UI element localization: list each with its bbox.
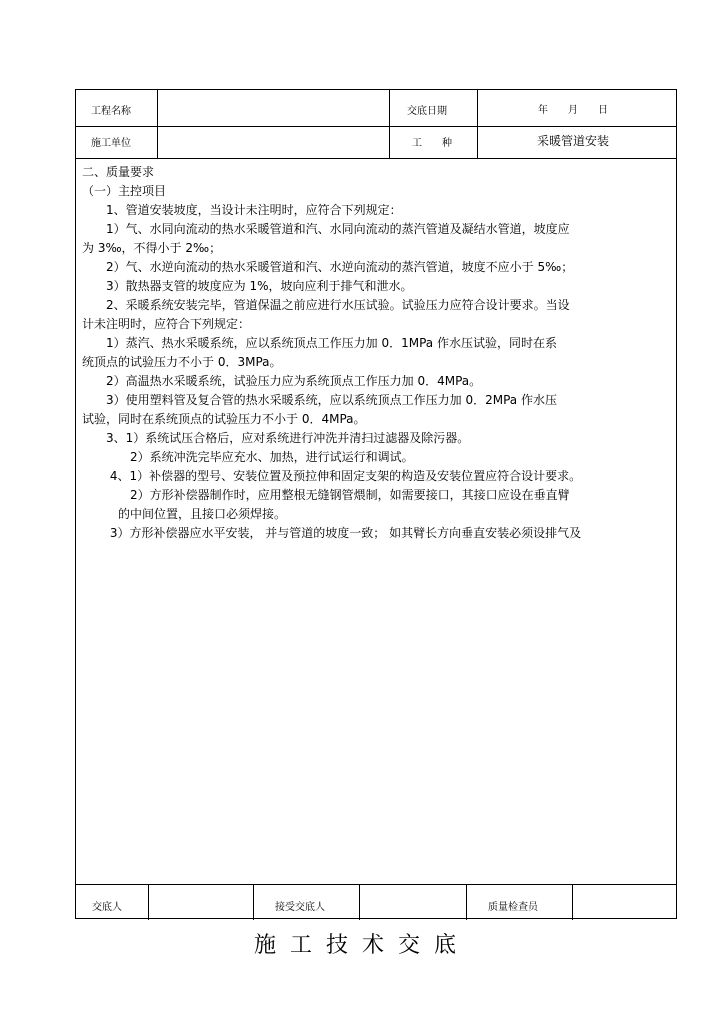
technical-briefing-form (75, 89, 677, 919)
content-line: 3）方形补偿器应水平安装， 并与管道的坡度一致； 如其臂长方向垂直安装必须设排气及 (82, 526, 582, 540)
column-divider (157, 90, 158, 158)
trade-label: 工 种 (412, 138, 452, 149)
content-line: 2、采暖系统安装完毕，管道保温之前应进行水压试验。试验压力应符合设计要求。当设 (82, 298, 570, 312)
project-name-label: 工程名称 (91, 106, 131, 117)
briefing-date-label: 交底日期 (407, 106, 447, 117)
receiver-label: 接受交底人 (275, 902, 325, 913)
column-divider (253, 884, 254, 920)
content-line: 试验，同时在系统顶点的试验压力不小于 0．4MPa。 (82, 412, 366, 426)
content-line: 二、质量要求 (82, 165, 155, 179)
content-line: 2）方形补偿器制作时，应用整根无缝钢管煨制，如需要接口，其接口应设在垂直臂 (82, 488, 570, 502)
quality-requirements-content (82, 163, 670, 543)
handover-person-label: 交底人 (92, 902, 122, 913)
content-line: 4、1）补偿器的型号、安装位置及预拉伸和固定支架的构造及安装位置应符合设计要求。 (82, 469, 582, 483)
content-line: 为 3‰，不得小于 2‰； (82, 241, 222, 255)
content-line: 1、管道安装坡度，当设计未注明时，应符合下列规定： (82, 203, 402, 217)
trade-value: 采暖管道安装 (537, 134, 610, 148)
content-line: 3、1）系统试压合格后，应对系统进行冲洗并清扫过滤器及除污器。 (82, 431, 470, 445)
column-divider (148, 884, 149, 920)
content-line: 2）高温热水采暖系统，试验压力应为系统顶点工作压力加 0．4MPa。 (82, 374, 482, 388)
column-divider (389, 90, 390, 158)
row-divider (76, 126, 676, 127)
quality-inspector-label: 质量检查员 (488, 902, 538, 913)
content-line: 3）散热器支管的坡度应为 1%，坡向应利于排气和泄水。 (82, 279, 413, 293)
column-divider (477, 90, 478, 158)
column-divider (572, 884, 573, 920)
content-line: 1）蒸汽、热水采暖系统，应以系统顶点工作压力加 0．1MPa 作水压试验，同时在系 (82, 336, 557, 350)
document-title: 施工技术交底 (253, 933, 470, 958)
content-line: 2）气、水逆向流动的热水采暖管道和汽、水逆向流动的蒸汽管道，坡度不应小于 5‰； (82, 260, 574, 274)
row-divider (76, 884, 676, 885)
column-divider (359, 884, 360, 920)
row-divider (76, 158, 676, 159)
column-divider (466, 884, 467, 920)
content-line: 3）使用塑料管及复合管的热水采暖系统，应以系统顶点工作压力加 0．2MPa 作水压 (82, 393, 557, 407)
content-line: 的中间位置，且接口必须焊接。 (82, 507, 287, 521)
content-line: 1）气、水同向流动的热水采暖管道和汽、水同向流动的蒸汽管道及凝结水管道，坡度应 (82, 222, 570, 236)
briefing-date-value: 年 月 日 (538, 105, 608, 116)
construction-unit-label: 施工单位 (91, 138, 131, 149)
content-line: 统顶点的试验压力不小于 0．3MPa。 (82, 355, 282, 369)
content-line: 2）系统冲洗完毕应充水、加热，进行试运行和调试。 (82, 450, 414, 464)
content-line: 计未注明时，应符合下列规定： (82, 317, 251, 331)
content-line: （一）主控项目 (82, 184, 167, 198)
